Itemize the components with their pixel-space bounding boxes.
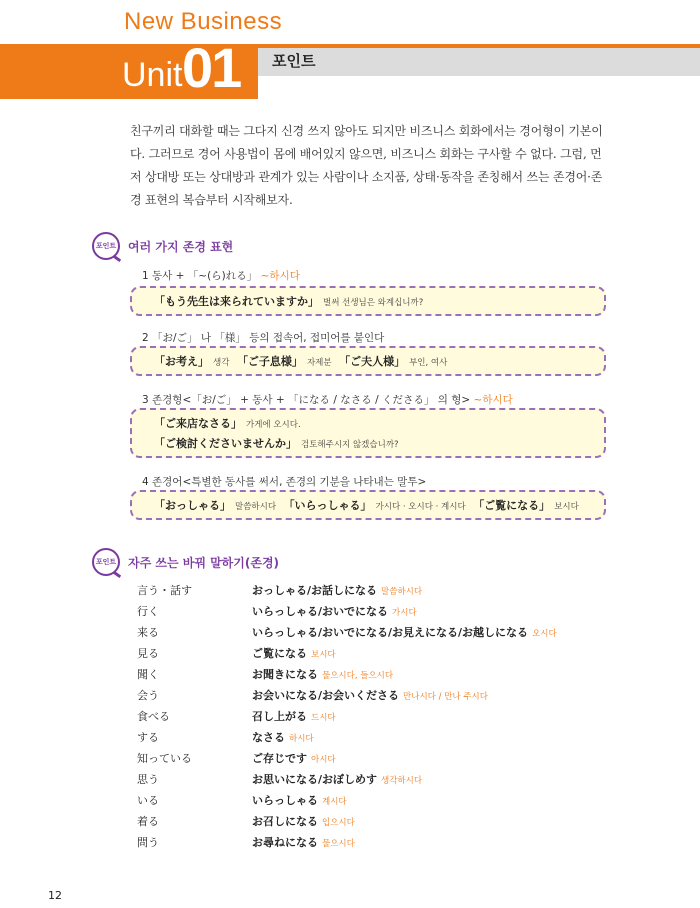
item-heading-4: 4 존경어<특별한 동사를 써서, 존경의 기분을 나타내는 말투> bbox=[142, 476, 427, 488]
verb-cell: 来る bbox=[137, 626, 159, 639]
verb-cell: 着る bbox=[137, 815, 159, 828]
verb-cell: 聞く bbox=[137, 668, 159, 681]
section-title: 자주 쓰는 바꿔 말하기(존경) bbox=[128, 555, 280, 570]
item-heading-3: 3 존경형<「お/ご」 + 동사 + 「になる / なさる / くださる」 의 형> ~하시다 bbox=[142, 394, 513, 406]
honorific-cell: お聞きになる 물으시다, 들으시다 bbox=[252, 668, 394, 681]
intro-paragraph: 친구끼리 대화할 때는 그다지 신경 쓰지 않아도 되지만 비즈니스 회화에서는 경어형이 기본이다. 그러므로 경어 사용법이 몸에 배어있지 않으면, 비즈니스 회화는 구사할 수 없다. 그럼, 먼저 상대방 또는 상대방과 관계가 있는 사람이나 소지품, 상태·동작을 존칭해서 쓰는 존경어·존경 표현의 복습부터 시작해보자. bbox=[130, 124, 603, 207]
example-box-1 bbox=[130, 286, 606, 316]
header-orange-line bbox=[258, 44, 700, 48]
section-header-1 bbox=[92, 232, 233, 260]
honorific-cell: お召しになる 입으시다 bbox=[252, 815, 355, 828]
verb-cell: 会う bbox=[137, 689, 159, 702]
verb-cell: する bbox=[137, 731, 159, 744]
verb-cell: 行く bbox=[137, 605, 159, 618]
verb-cell: いる bbox=[137, 794, 159, 807]
section-title: 여러 가지 존경 표현 bbox=[128, 239, 234, 254]
honorific-cell: ご存じです 아시다 bbox=[252, 752, 336, 765]
verb-cell: 知っている bbox=[137, 752, 192, 765]
jp-example: 「もう先生は来られていますか」 bbox=[154, 295, 319, 308]
example-box-3: 「ご来店なさる」 가게에 오시다. 「ご検討くださいませんか」 검토해주시지 않겠습니까? bbox=[130, 408, 606, 458]
honorific-cell: お尋ねになる 물으시다 bbox=[252, 836, 355, 849]
example-box-4: 「おっしゃる」 말씀하시다 「いらっしゃる」 가시다 · 오시다 · 계시다 「ご覧になる」 보시다 bbox=[130, 490, 606, 520]
honorific-cell: いらっしゃる 계시다 bbox=[252, 794, 347, 807]
honorific-cell: お思いになる/おぼしめす 생각하시다 bbox=[252, 773, 423, 786]
kr-translation: 벌써 선생님은 와계십니까? bbox=[323, 298, 424, 308]
section-header-2 bbox=[92, 548, 279, 576]
honorific-cell: お会いになる/お会いくださる 만나시다 / 만나 주시다 bbox=[252, 689, 488, 702]
point-badge-icon: 포인트 bbox=[92, 232, 120, 260]
honorific-cell: なさる 하시다 bbox=[252, 731, 314, 744]
page-number: 12 bbox=[48, 889, 62, 902]
header-gray-bar bbox=[258, 46, 700, 76]
verb-cell: 食べる bbox=[137, 710, 170, 723]
unit-number: 01 bbox=[182, 36, 241, 99]
verb-cell: 問う bbox=[137, 836, 159, 849]
item-heading-2: 2 「お/ご」 나 「様」 등의 접속어, 접미어를 붙인다 bbox=[142, 332, 385, 344]
unit-label: Unit bbox=[122, 56, 183, 94]
honorific-cell: ご覧になる 보시다 bbox=[252, 647, 336, 660]
verb-cell: 思う bbox=[137, 773, 159, 786]
verb-cell: 見る bbox=[137, 647, 159, 660]
point-badge-icon: 포인트 bbox=[92, 548, 120, 576]
verb-cell: 言う・話す bbox=[137, 584, 192, 597]
honorific-cell: いらっしゃる/おいでになる 가시다 bbox=[252, 605, 417, 618]
item-heading-1: 1 동사 + 「~(ら)れる」 ~하시다 bbox=[142, 270, 300, 282]
example-box-2: 「お考え」 생각 「ご子息様」 자제분 「ご夫人様」 부인, 여사 bbox=[130, 346, 606, 376]
series-title: New Business bbox=[124, 8, 283, 35]
page-title: 포인트 bbox=[272, 52, 316, 70]
honorific-cell: おっしゃる/お話しになる 말씀하시다 bbox=[252, 584, 423, 597]
honorific-cell: 召し上がる 드시다 bbox=[252, 710, 336, 723]
honorific-cell: いらっしゃる/おいでになる/お見えになる/お越しになる 오시다 bbox=[252, 626, 557, 639]
